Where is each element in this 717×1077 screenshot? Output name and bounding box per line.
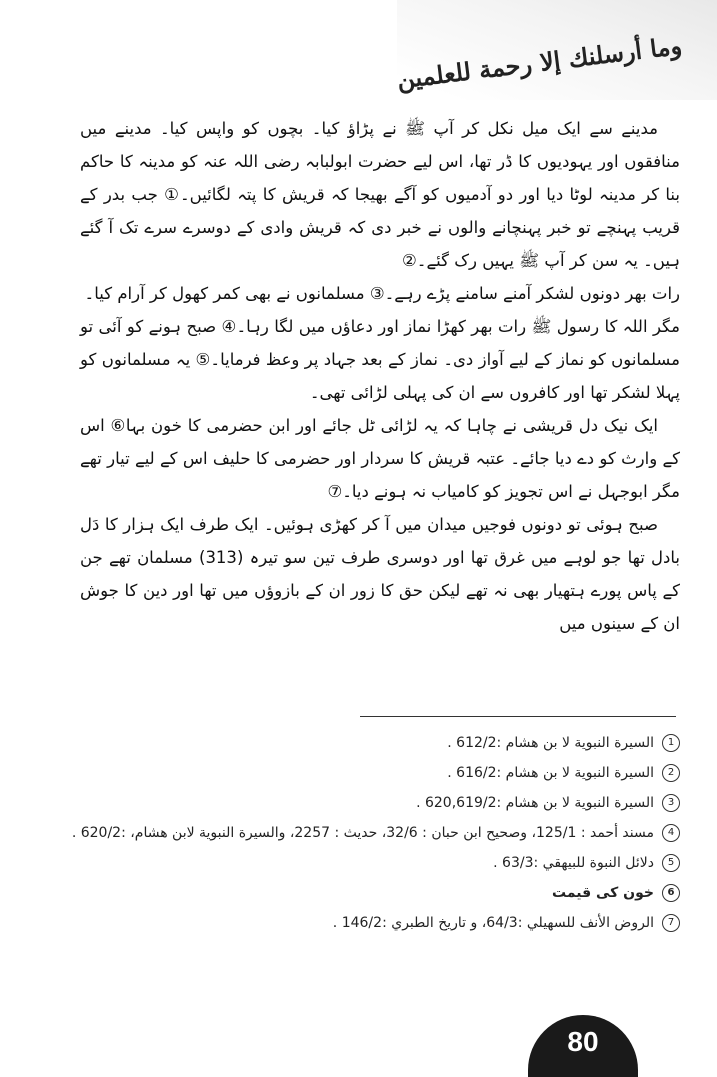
footnote-text: الروض الأنف للسهيلي :64/3، و تاريخ الطبري :146/2 . — [332, 915, 654, 931]
footnote-number: 1 — [662, 734, 680, 752]
footnote-number: 7 — [662, 914, 680, 932]
footnote-text: مسند أحمد : 125/1، وصحيح ابن حبان : 32/6، حديث : 2257، والسيرة النبوية لابن هشام، :620/2 . — [71, 825, 654, 841]
footnote-text: خون کی قیمت — [552, 885, 654, 901]
footnote-number: 5 — [662, 854, 680, 872]
footnote-text: السيرة النبوية لا بن هشام :620,619/2 . — [416, 795, 654, 811]
footnote-number: 4 — [662, 824, 680, 842]
footnote-text: دلائل النبوة للبيهقي :63/3 . — [493, 855, 654, 871]
footnote-number: 6 — [662, 884, 680, 902]
footnote — [70, 728, 680, 758]
footnote-divider — [360, 716, 676, 717]
footnotes — [70, 728, 680, 938]
paragraph: مدینے سے ایک میل نکل کر آپ ﷺ نے پڑاؤ کیا۔ بچوں کو واپس کیا۔ مدینے میں منافقوں اور یہودیوں کا ڈر تھا، اس لیے حضرت ابولبابہ رضی اللہ عنہ کو مدینہ کا حاکم بنا کر مدینہ لوٹا دیا اور دو آدمیوں کو آگے بھیجا کہ قریش کا پتہ لگائیں۔① جب بدر کے قریب پہنچے تو خبر پہنچانے والوں نے خبر دی کہ قریش وادی کے دوسرے سرے تک آ گئے ہیں۔ یہ سن کر آپ ﷺ یہیں رک گئے۔② — [80, 119, 680, 270]
footnote — [70, 878, 680, 908]
footnote-number: 3 — [662, 794, 680, 812]
paragraph: مگر اللہ کا رسول ﷺ رات بھر کھڑا نماز اور دعاؤں میں لگا رہا۔④ صبح ہونے کو آئی تو مسلمانوں کو نماز کے لیے آواز دی۔ نماز کے بعد جہاد پر وعظ فرمایا۔⑤ یہ مسلمانوں کو پہلا لشکر تھا اور کافروں سے ان کی پہلی لڑائی تھی۔ — [80, 317, 680, 402]
paragraph: صبح ہوئی تو دونوں فوجیں میدان میں آ کر کھڑی ہوئیں۔ ایک طرف ایک ہزار کا دَل بادل تھا جو لوہے میں غرق تھا اور دوسری طرف تین سو تیرہ (313) مسلمان تھے جن کے پاس پورے ہتھیار بھی نہ تھے لیکن حق کا زور ان کے بازوؤں میں تھا اور دین کا جوش ان کے سینوں میں — [80, 515, 680, 633]
footnote — [70, 818, 680, 848]
footnote-text: السيرة النبوية لا بن هشام :612/2 . — [447, 735, 654, 751]
header-motto: وما أرسلنك إلا رحمة للعلمين — [395, 30, 684, 95]
body-text — [80, 112, 680, 640]
paragraph: رات بھر دونوں لشکر آمنے سامنے پڑے رہے۔③ مسلمانوں نے بھی کمر کھول کر آرام کیا۔ — [84, 284, 680, 303]
footnote — [70, 848, 680, 878]
paragraph: ایک نیک دل قریشی نے چاہا کہ یہ لڑائی ٹل جائے اور ابن حضرمی کا خون بہا⑥ اس کے وارث کو دے دیا جائے۔ عتبہ قریش کا سردار اور حضرمی کا حلیف اس کے لیے تیار تھے مگر ابوجہل نے اس تجویز کو کامیاب نہ ہونے دیا۔⑦ — [80, 416, 680, 501]
footnote-number: 2 — [662, 764, 680, 782]
footnote — [70, 758, 680, 788]
footnote — [70, 788, 680, 818]
footnote — [70, 908, 680, 938]
footnote-text: السيرة النبوية لا بن هشام :616/2 . — [447, 765, 654, 781]
page-number: 80 — [567, 1026, 599, 1057]
